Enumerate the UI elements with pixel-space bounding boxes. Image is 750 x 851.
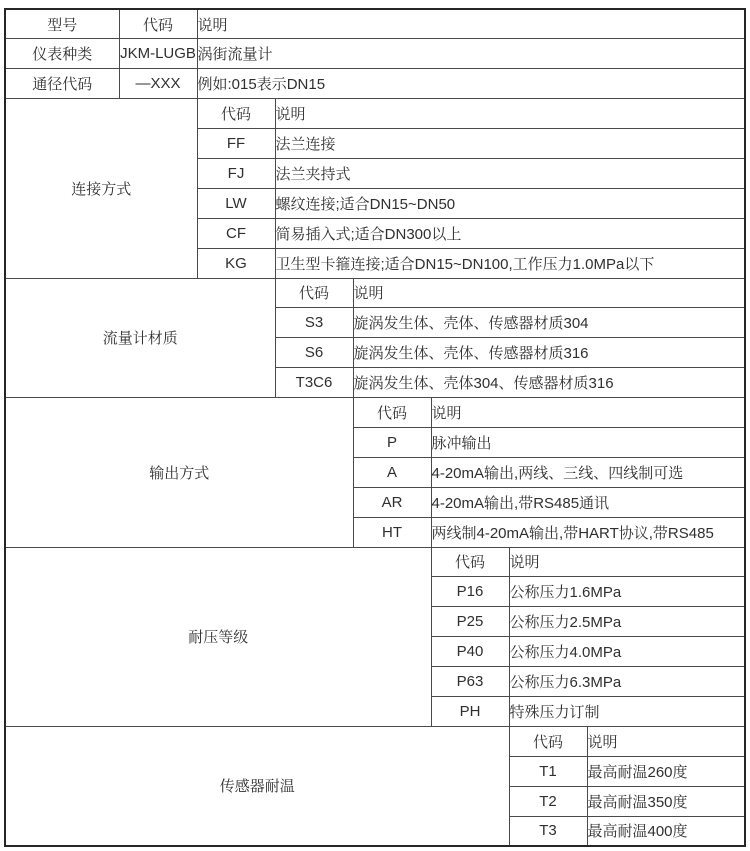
row-desc-instrument-type: 涡街流量计 [197, 39, 745, 69]
item-code: P25 [431, 607, 509, 637]
col-header-desc: 说明 [197, 9, 745, 39]
sub-header-desc: 说明 [587, 726, 745, 756]
row-label-diameter-code: 通径代码 [5, 69, 119, 99]
sub-header-code: 代码 [353, 398, 431, 428]
row-label-instrument-type: 仪表种类 [5, 39, 119, 69]
item-code: AR [353, 487, 431, 517]
table-row [5, 39, 745, 69]
item-code: P40 [431, 637, 509, 667]
sub-header-desc: 说明 [353, 278, 745, 308]
item-desc: 公称压力6.3MPa [509, 667, 745, 697]
item-desc: 旋涡发生体、壳体304、传感器材质316 [353, 368, 745, 398]
item-desc: 公称压力4.0MPa [509, 637, 745, 667]
item-desc: 螺纹连接;适合DN15~DN50 [275, 188, 745, 218]
sub-header-desc: 说明 [431, 398, 745, 428]
sub-header-code: 代码 [509, 726, 587, 756]
col-header-code: 代码 [119, 9, 197, 39]
item-code: A [353, 457, 431, 487]
table-row [5, 726, 745, 756]
item-code: T3C6 [275, 368, 353, 398]
item-desc: 卫生型卡箍连接;适合DN15~DN100,工作压力1.0MPa以下 [275, 248, 745, 278]
item-code: FJ [197, 158, 275, 188]
sub-header-code: 代码 [431, 547, 509, 577]
item-desc: 公称压力1.6MPa [509, 577, 745, 607]
item-code: PH [431, 696, 509, 726]
table-header-row [5, 9, 745, 39]
item-code: S3 [275, 308, 353, 338]
table-row [5, 99, 745, 129]
table-row [5, 398, 745, 428]
item-code: T1 [509, 756, 587, 786]
item-code: KG [197, 248, 275, 278]
item-desc: 简易插入式;适合DN300以上 [275, 218, 745, 248]
item-code: FF [197, 129, 275, 159]
item-code: T3 [509, 816, 587, 846]
item-desc: 特殊压力订制 [509, 696, 745, 726]
row-code-diameter-code: —XXX [119, 69, 197, 99]
item-desc: 旋涡发生体、壳体、传感器材质316 [353, 338, 745, 368]
item-code: LW [197, 188, 275, 218]
section-label-sensor-temp: 传感器耐温 [5, 726, 509, 846]
row-code-instrument-type: JKM-LUGB [119, 39, 197, 69]
item-code: CF [197, 218, 275, 248]
row-desc-diameter-code: 例如:015表示DN15 [197, 69, 745, 99]
section-label-material: 流量计材质 [5, 278, 275, 398]
item-desc: 脉冲输出 [431, 427, 745, 457]
item-desc: 公称压力2.5MPa [509, 607, 745, 637]
section-label-pressure-rating: 耐压等级 [5, 547, 431, 726]
sub-header-desc: 说明 [509, 547, 745, 577]
table-row [5, 69, 745, 99]
item-desc: 最高耐温400度 [587, 816, 745, 846]
item-desc: 4-20mA输出,带RS485通讯 [431, 487, 745, 517]
item-desc: 最高耐温260度 [587, 756, 745, 786]
item-code: P63 [431, 667, 509, 697]
sub-header-code: 代码 [197, 99, 275, 129]
section-label-output-mode: 输出方式 [5, 398, 353, 547]
table-row [5, 278, 745, 308]
col-header-model: 型号 [5, 9, 119, 39]
item-code: T2 [509, 786, 587, 816]
item-desc: 4-20mA输出,两线、三线、四线制可选 [431, 457, 745, 487]
item-desc: 法兰夹持式 [275, 158, 745, 188]
item-desc: 两线制4-20mA输出,带HART协议,带RS485 [431, 517, 745, 547]
section-label-connection-type: 连接方式 [5, 99, 197, 278]
item-code: S6 [275, 338, 353, 368]
item-code: P [353, 427, 431, 457]
model-selection-table [4, 8, 746, 847]
table-row [5, 547, 745, 577]
item-desc: 最高耐温350度 [587, 786, 745, 816]
sub-header-code: 代码 [275, 278, 353, 308]
sub-header-desc: 说明 [275, 99, 745, 129]
item-code: P16 [431, 577, 509, 607]
item-desc: 法兰连接 [275, 129, 745, 159]
item-code: HT [353, 517, 431, 547]
item-desc: 旋涡发生体、壳体、传感器材质304 [353, 308, 745, 338]
